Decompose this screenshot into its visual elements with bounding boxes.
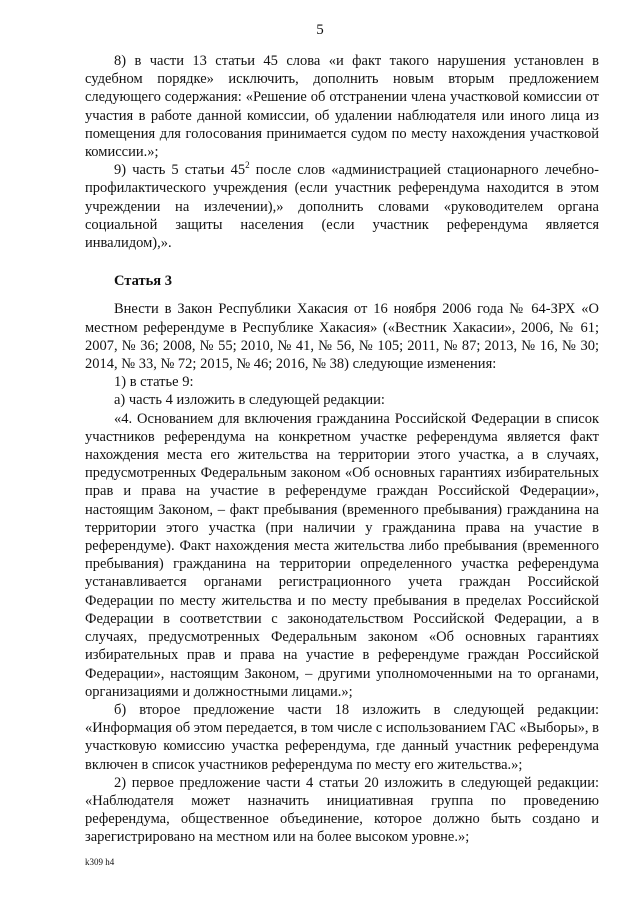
page-number: 5: [316, 22, 324, 38]
paragraph-item-8: 8) в части 13 статьи 45 слова «и факт такого нарушения установлен в судебном порядке» исключить, дополнить новым вторым предложением следующего содержания: «Решение об отстранении члена участковой комиссии от участия в работе данной комиссии, об удалении наблюдателя или иного лица из помещения для голосования принимается судом по месту нахождения участковой комиссии.»;: [85, 53, 599, 161]
paragraph-item-1b: б) второе предложение части 18 изложить в следующей редакции: «Информация об этом передается, в том числе с использованием ГАС «Выборы», в участковую комиссию участка референдума, где данный участник референдума включен в список участников референдума по месту его жительства.»;: [85, 701, 600, 773]
paragraph-item-1a: а) часть 4 изложить в следующей редакции:: [114, 392, 385, 409]
document-body: [85, 52, 599, 847]
paragraph-item-9: [85, 161, 599, 252]
article-heading: Статья 3: [114, 273, 172, 290]
footer-code: k309 h4: [85, 857, 115, 867]
item9-text-start: 9) часть 5 статьи 45: [114, 162, 246, 179]
item9-superscript: 2: [245, 160, 250, 171]
paragraph-intro: Внести в Закон Республики Хакасия от 16 ноября 2006 года № 64-ЗРХ «О местном референдуме в Республике Хакасия» («Вестник Хакасии», 2006, № 61; 2007, № 36; 2008, № 55; 2010, № 41, № 56, № 105; 2011, № 87; 2013, № 16, № 30; 2014, № 33, № 72; 2015, № 46; 2016, № 38) следующие изменения:: [85, 301, 599, 373]
paragraph-item-2: 2) первое предложение части 4 статьи 20 изложить в следующей редакции: «Наблюдателя может назначить инициативная группа по проведению референдума, общественное объединение, которое должно быть создано и зарегистрировано на местном или на более высоком уровне.»;: [85, 774, 599, 846]
item9-text-end: после слов «администрацией стационарного лечебно-профилактического учреждения (если участник референдума находится в этом учреждении на излечении),» дополнить словами «руководителем органа социальной защиты населения (если участник референдума является инвалидом),».: [85, 162, 599, 252]
paragraph-part-4: «4. Основанием для включения гражданина Российской Федерации в список участников референдума на конкретном участке референдума является факт нахождения места его жительства на территории этого участка, а в случаях, предусмотренных Федеральным законом «Об основных гарантиях избирательных прав и права на участие в референдуме граждан Российской Федерации», настоящим Законом, – факт пребывания (временного пребывания) гражданина на территории этого участка (при наличии у гражданина права на участие в референдуме). Факт нахождения места жительства либо пребывания (временного пребывания) гражданина на территории определенного участка референдума устанавливается органами регистрационного учета граждан Российской Федерации по месту жительства и по месту пребывания в пределах Российской Федерации в соответствии с законодательством Российской Федерации, а в случаях, предусмотренных Федеральным законом «Об основных гарантиях избирательных прав и права на участие в референдуме граждан Российской Федерации», настоящим Законом, – другими уполномоченными на то органами, организациями и должностными лицами.»;: [85, 410, 599, 700]
paragraph-item-1: 1) в статье 9:: [114, 374, 194, 391]
